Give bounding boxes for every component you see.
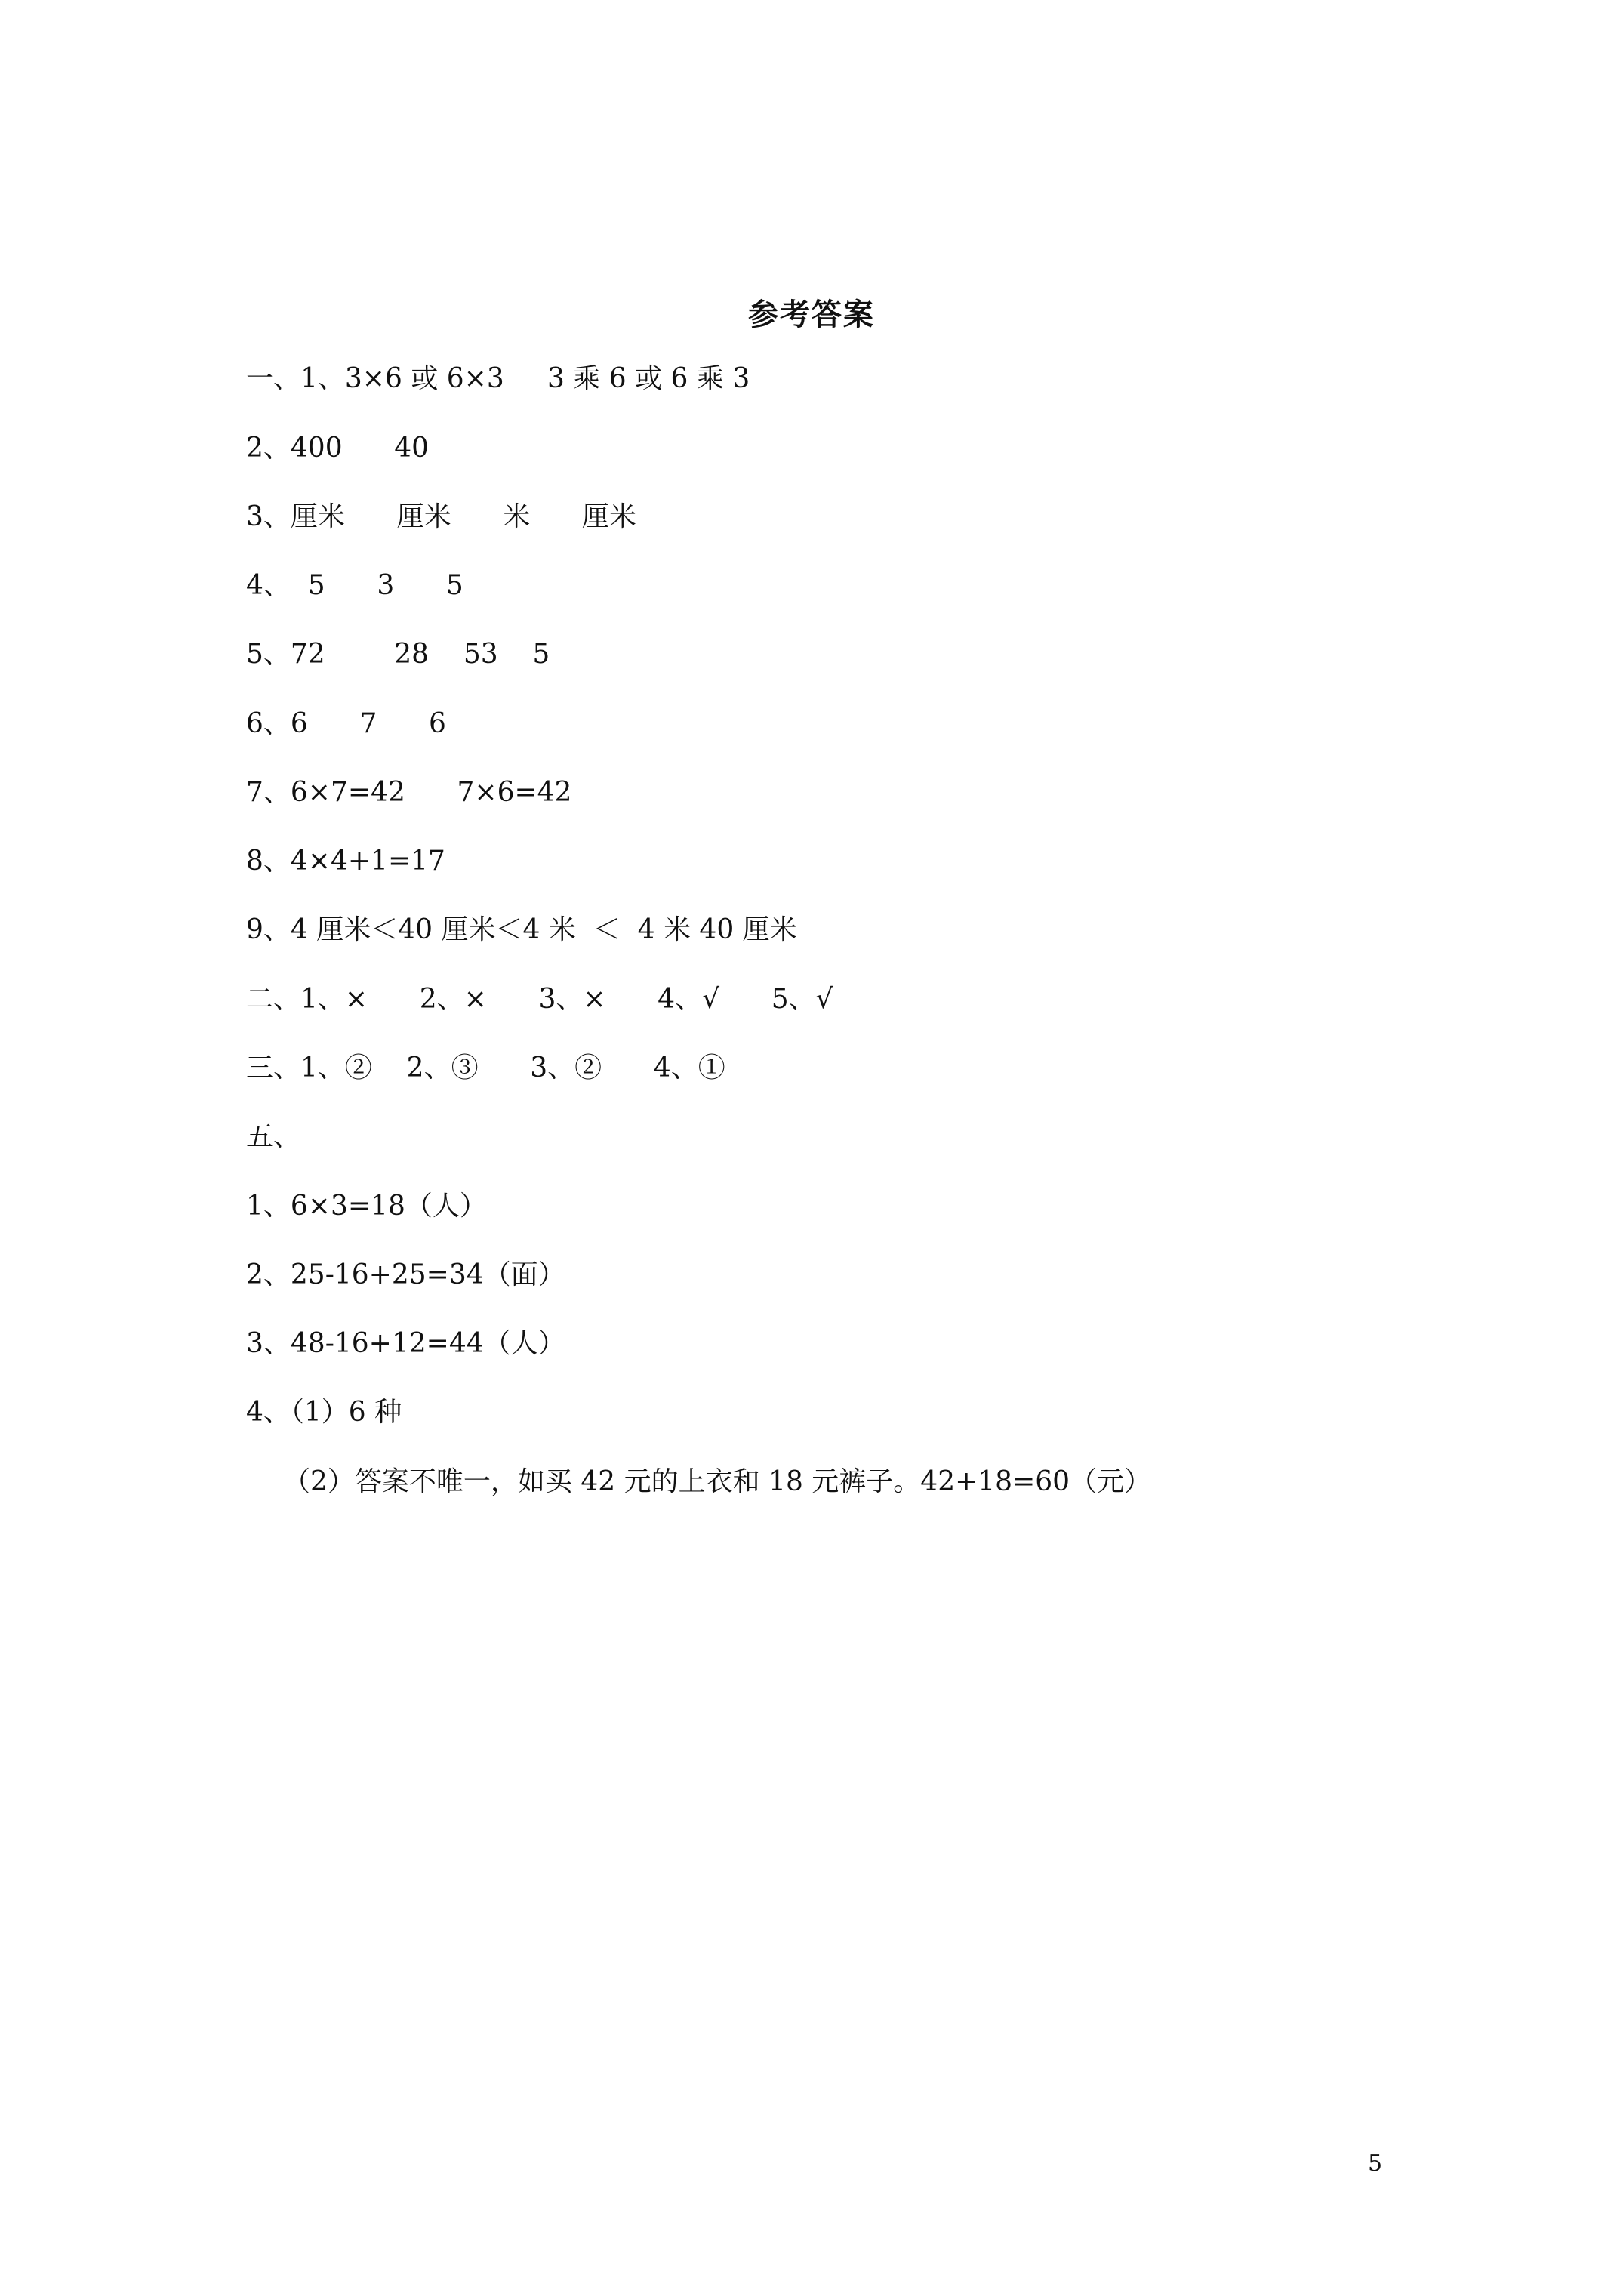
answer-line-5: 5、72 28 53 5	[246, 639, 550, 670]
answer-line-1: 一、1、3×6 或 6×3 3 乘 6 或 6 乘 3	[246, 363, 750, 394]
answer-line-6: 6、6 7 6	[246, 708, 446, 739]
section-5-answer-2: 2、25-16+25=34（面）	[246, 1259, 565, 1290]
section-5-answer-3: 3、48-16+12=44（人）	[246, 1328, 565, 1359]
section-2-answers: 二、1、× 2、× 3、× 4、√ 5、√	[246, 984, 833, 1015]
answer-line-3: 3、厘米 厘米 米 厘米	[246, 501, 636, 532]
page-title: 参考答案	[748, 297, 875, 332]
page-number: 5	[1368, 2150, 1383, 2177]
section-5-answer-1: 1、6×3=18（人）	[246, 1191, 487, 1222]
section-5-answer-4-part-2: （2）答案不唯一，如买 42 元的上衣和 18 元裤子。42+18=60（元）	[283, 1466, 1152, 1497]
section-5-heading: 五、	[246, 1121, 301, 1152]
answer-line-2: 2、400 40	[246, 433, 430, 464]
answer-line-7: 7、6×7=42 7×6=42	[246, 777, 572, 808]
section-3-answers: 三、1、② 2、③ 3、② 4、①	[246, 1052, 725, 1083]
answer-line-9: 9、4 厘米＜40 厘米＜4 米 ＜ 4 米 40 厘米	[246, 914, 797, 945]
section-5-answer-4-part-1: 4、（1）6 种	[246, 1397, 402, 1428]
answer-line-4: 4、 5 3 5	[246, 570, 463, 601]
answer-line-8: 8、4×4+1=17	[246, 846, 445, 877]
